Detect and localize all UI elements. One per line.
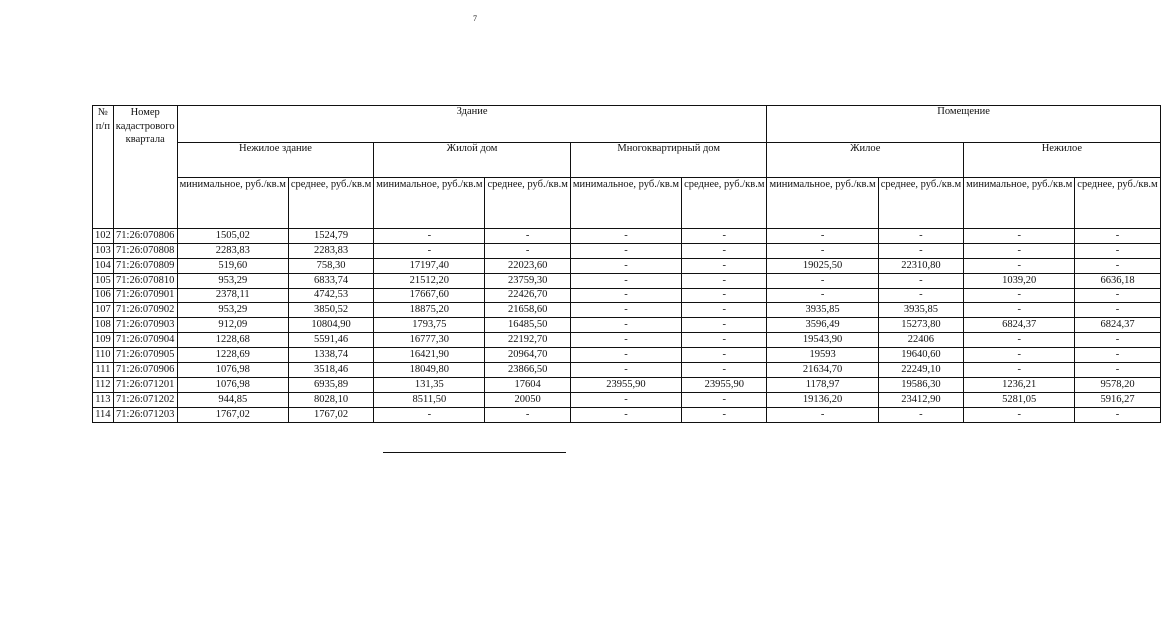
value-cell: - [570, 229, 681, 244]
value-cell: 19543,90 [767, 333, 878, 348]
value-cell: 19640,60 [878, 348, 963, 363]
value-cell: - [964, 258, 1075, 273]
value-cell: - [682, 348, 767, 363]
value-cell: 1793,75 [374, 318, 485, 333]
value-cell: 22192,70 [485, 333, 570, 348]
value-cell: 19025,50 [767, 258, 878, 273]
value-cell: - [878, 288, 963, 303]
cadastral-quarter-number: 71:26:070901 [113, 288, 177, 303]
header-min: минимальное, руб./кв.м [177, 178, 288, 229]
table-row [93, 333, 1161, 348]
value-cell: - [570, 392, 681, 407]
value-cell: - [767, 243, 878, 258]
value-cell: - [1075, 407, 1160, 422]
value-cell: - [1075, 348, 1160, 363]
value-cell: - [570, 303, 681, 318]
value-cell: - [570, 363, 681, 378]
value-cell: 17667,60 [374, 288, 485, 303]
row-number: 107 [93, 303, 114, 318]
value-cell: - [682, 392, 767, 407]
value-cell: - [570, 288, 681, 303]
value-cell: - [1075, 258, 1160, 273]
table-row [93, 348, 1161, 363]
value-cell: - [964, 243, 1075, 258]
value-cell: - [570, 407, 681, 422]
header-apartment-building: Многоквартирный дом [570, 143, 767, 178]
table-row [93, 303, 1161, 318]
value-cell: - [767, 407, 878, 422]
value-cell: - [682, 363, 767, 378]
row-number: 108 [93, 318, 114, 333]
value-cell: - [570, 318, 681, 333]
value-cell: - [964, 348, 1075, 363]
value-cell: 1505,02 [177, 229, 288, 244]
value-cell: 6824,37 [964, 318, 1075, 333]
value-cell: - [570, 243, 681, 258]
value-cell: 22426,70 [485, 288, 570, 303]
value-cell: 21634,70 [767, 363, 878, 378]
value-cell: - [878, 229, 963, 244]
value-cell: - [570, 333, 681, 348]
value-cell: 6833,74 [288, 273, 373, 288]
value-cell: - [1075, 229, 1160, 244]
value-cell: - [767, 273, 878, 288]
value-cell: - [878, 407, 963, 422]
value-cell: - [964, 229, 1075, 244]
row-number: 113 [93, 392, 114, 407]
header-nonresidential-building: Нежилое здание [177, 143, 374, 178]
header-building: Здание [177, 106, 767, 143]
cadastral-quarter-number: 71:26:070810 [113, 273, 177, 288]
table-row [93, 377, 1161, 392]
table-row [93, 288, 1161, 303]
value-cell: 1228,68 [177, 333, 288, 348]
value-cell: - [374, 229, 485, 244]
cadastral-quarter-number: 71:26:070904 [113, 333, 177, 348]
cadastral-quarter-number: 71:26:070902 [113, 303, 177, 318]
value-cell: 3850,52 [288, 303, 373, 318]
table-row [93, 363, 1161, 378]
value-cell: 2283,83 [288, 243, 373, 258]
value-cell: - [964, 303, 1075, 318]
row-number: 106 [93, 288, 114, 303]
value-cell: 1524,79 [288, 229, 373, 244]
header-min: минимальное, руб./кв.м [964, 178, 1075, 229]
value-cell: 17197,40 [374, 258, 485, 273]
value-cell: - [964, 288, 1075, 303]
value-cell: - [964, 363, 1075, 378]
value-cell: 8511,50 [374, 392, 485, 407]
value-cell: - [570, 273, 681, 288]
row-number: 114 [93, 407, 114, 422]
value-cell: 519,60 [177, 258, 288, 273]
header-min: минимальное, руб./кв.м [767, 178, 878, 229]
cadastral-value-table [92, 105, 1161, 423]
value-cell: 4742,53 [288, 288, 373, 303]
cadastral-quarter-number: 71:26:070809 [113, 258, 177, 273]
value-cell: 1228,69 [177, 348, 288, 363]
value-cell: 1076,98 [177, 363, 288, 378]
value-cell: - [1075, 243, 1160, 258]
value-cell: 16485,50 [485, 318, 570, 333]
page-number: 7 [473, 14, 477, 23]
header-avg: среднее, руб./кв.м [485, 178, 570, 229]
value-cell: 5281,05 [964, 392, 1075, 407]
value-cell: - [878, 243, 963, 258]
value-cell: 1767,02 [177, 407, 288, 422]
header-nonresidential-premises: Нежилое [964, 143, 1161, 178]
row-number: 110 [93, 348, 114, 363]
value-cell: 3518,46 [288, 363, 373, 378]
value-cell: - [1075, 333, 1160, 348]
value-cell: 23866,50 [485, 363, 570, 378]
value-cell: 953,29 [177, 303, 288, 318]
value-cell: 21658,60 [485, 303, 570, 318]
value-cell: 3935,85 [767, 303, 878, 318]
value-cell: 912,09 [177, 318, 288, 333]
value-cell: 131,35 [374, 377, 485, 392]
value-cell: 16421,90 [374, 348, 485, 363]
value-cell: 19136,20 [767, 392, 878, 407]
header-avg: среднее, руб./кв.м [682, 178, 767, 229]
value-cell: 2378,11 [177, 288, 288, 303]
value-cell: 9578,20 [1075, 377, 1160, 392]
value-cell: 18049,80 [374, 363, 485, 378]
cadastral-quarter-number: 71:26:070806 [113, 229, 177, 244]
value-cell: 1236,21 [964, 377, 1075, 392]
header-min: минимальное, руб./кв.м [570, 178, 681, 229]
header-residential-house: Жилой дом [374, 143, 571, 178]
row-number: 109 [93, 333, 114, 348]
header-cadastral-quarter: Номер кадастрового квартала [113, 106, 177, 229]
value-cell: 2283,83 [177, 243, 288, 258]
header-avg: среднее, руб./кв.м [288, 178, 373, 229]
value-cell: - [767, 229, 878, 244]
value-cell: - [682, 229, 767, 244]
value-cell: 17604 [485, 377, 570, 392]
value-cell: - [964, 333, 1075, 348]
value-cell: - [1075, 363, 1160, 378]
value-cell: 19593 [767, 348, 878, 363]
value-cell: 16777,30 [374, 333, 485, 348]
value-cell: 22310,80 [878, 258, 963, 273]
value-cell: - [964, 407, 1075, 422]
value-cell: - [570, 348, 681, 363]
value-cell: 20050 [485, 392, 570, 407]
row-number: 103 [93, 243, 114, 258]
value-cell: 23955,90 [570, 377, 681, 392]
table-row [93, 407, 1161, 422]
value-cell: - [485, 243, 570, 258]
value-cell: - [682, 318, 767, 333]
value-cell: 3596,49 [767, 318, 878, 333]
value-cell: 1767,02 [288, 407, 373, 422]
value-cell: 953,29 [177, 273, 288, 288]
value-cell: 1178,97 [767, 377, 878, 392]
value-cell: - [570, 258, 681, 273]
row-number: 111 [93, 363, 114, 378]
header-number: № п/п [93, 106, 114, 229]
value-cell: 18875,20 [374, 303, 485, 318]
value-cell: - [682, 407, 767, 422]
value-cell: - [682, 273, 767, 288]
value-cell: - [374, 243, 485, 258]
row-number: 104 [93, 258, 114, 273]
value-cell: - [878, 273, 963, 288]
table-row [93, 318, 1161, 333]
value-cell: 15273,80 [878, 318, 963, 333]
value-cell: 8028,10 [288, 392, 373, 407]
value-cell: 1039,20 [964, 273, 1075, 288]
value-cell: 6636,18 [1075, 273, 1160, 288]
value-cell: 22023,60 [485, 258, 570, 273]
value-cell: 19586,30 [878, 377, 963, 392]
header-avg: среднее, руб./кв.м [1075, 178, 1160, 229]
value-cell: - [682, 303, 767, 318]
value-cell: 22249,10 [878, 363, 963, 378]
value-cell: - [682, 258, 767, 273]
value-cell: - [767, 288, 878, 303]
header-min: минимальное, руб./кв.м [374, 178, 485, 229]
value-cell: 6824,37 [1075, 318, 1160, 333]
value-cell: - [374, 407, 485, 422]
header-residential-premises: Жилое [767, 143, 964, 178]
value-cell: 5591,46 [288, 333, 373, 348]
value-cell: - [682, 288, 767, 303]
value-cell: 944,85 [177, 392, 288, 407]
value-cell: - [485, 229, 570, 244]
value-cell: - [1075, 288, 1160, 303]
cadastral-quarter-number: 71:26:070903 [113, 318, 177, 333]
table-row [93, 229, 1161, 244]
value-cell: 23412,90 [878, 392, 963, 407]
value-cell: 1076,98 [177, 377, 288, 392]
value-cell: 758,30 [288, 258, 373, 273]
value-cell: 23955,90 [682, 377, 767, 392]
end-rule [383, 452, 566, 453]
cadastral-quarter-number: 71:26:071203 [113, 407, 177, 422]
value-cell: - [1075, 303, 1160, 318]
value-cell: 3935,85 [878, 303, 963, 318]
cadastral-quarter-number: 71:26:071201 [113, 377, 177, 392]
value-cell: - [682, 243, 767, 258]
value-cell: 21512,20 [374, 273, 485, 288]
value-cell: 6935,89 [288, 377, 373, 392]
value-cell: - [682, 333, 767, 348]
value-cell: 1338,74 [288, 348, 373, 363]
value-cell: 5916,27 [1075, 392, 1160, 407]
value-cell: 22406 [878, 333, 963, 348]
value-cell: - [485, 407, 570, 422]
header-avg: среднее, руб./кв.м [878, 178, 963, 229]
cadastral-quarter-number: 71:26:071202 [113, 392, 177, 407]
cadastral-quarter-number: 71:26:070808 [113, 243, 177, 258]
value-cell: 10804,90 [288, 318, 373, 333]
row-number: 102 [93, 229, 114, 244]
header-premises: Помещение [767, 106, 1160, 143]
value-cell: 23759,30 [485, 273, 570, 288]
table-row [93, 243, 1161, 258]
row-number: 112 [93, 377, 114, 392]
table-row [93, 258, 1161, 273]
cadastral-quarter-number: 71:26:070906 [113, 363, 177, 378]
row-number: 105 [93, 273, 114, 288]
value-cell: 20964,70 [485, 348, 570, 363]
table-row [93, 273, 1161, 288]
cadastral-quarter-number: 71:26:070905 [113, 348, 177, 363]
table-body [93, 229, 1161, 423]
table-row [93, 392, 1161, 407]
